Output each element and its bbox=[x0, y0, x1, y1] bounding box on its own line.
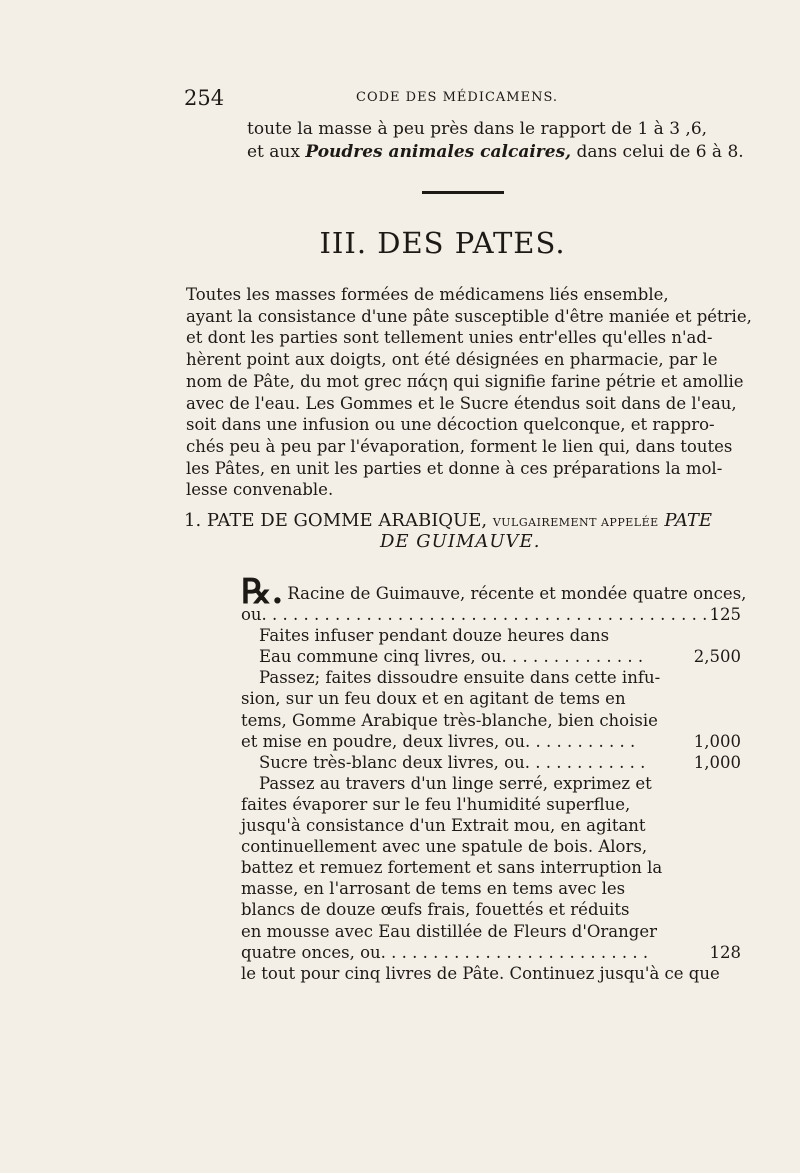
recipe-line bbox=[241, 857, 741, 878]
recipe-line bbox=[241, 773, 741, 794]
recipe-text: Racine de Guimauve, récente et mondée quatre onces, bbox=[287, 584, 747, 603]
entry-heading bbox=[184, 510, 744, 531]
recipe-list bbox=[241, 572, 747, 984]
recipe-line bbox=[241, 572, 747, 612]
recipe-line bbox=[241, 794, 741, 815]
recipe-line bbox=[241, 604, 741, 625]
recipe-line bbox=[241, 688, 741, 709]
section-divider bbox=[422, 191, 504, 194]
paragraph-line: soit dans une infusion ou une décoction quelconque, et rappro- bbox=[186, 415, 715, 435]
recipe-text: continuellement avec une spatule de bois. Alors, bbox=[241, 837, 648, 857]
recipe-line bbox=[241, 710, 741, 731]
recipe-line bbox=[241, 899, 741, 920]
recipe-text: quatre onces, ou. . . . . . . . . . . . . . . . . . . . . . . . . . bbox=[241, 942, 649, 962]
recipe-text: faites évaporer sur le feu l'humidité superflue, bbox=[241, 794, 631, 814]
recipe-line bbox=[241, 836, 741, 857]
recipe-quantity: 1,000 bbox=[693, 731, 741, 751]
recipe-quantity: 125 bbox=[709, 605, 741, 625]
paragraph-line: et dont les parties sont tellement unies entr'elles qu'elles n'ad- bbox=[186, 328, 713, 348]
recipe-text: blancs de douze œufs frais, fouettés et réduits bbox=[241, 900, 630, 920]
continuation-italic: Poudres animales calcaires, bbox=[305, 142, 572, 162]
recipe-text: et mise en poudre, deux livres, ou. . . . . . . . . . . bbox=[241, 731, 636, 751]
recipe-text: Faites infuser pendant douze heures dans bbox=[259, 626, 610, 646]
recipe-text: en mousse avec Eau distillée de Fleurs d'Oranger bbox=[241, 921, 657, 941]
recipe-text: Eau commune cinq livres, ou. . . . . . . . . . . . . . bbox=[259, 647, 644, 667]
paragraph-line: ayant la consistance d'une pâte susceptible d'être maniée et pétrie, bbox=[186, 306, 752, 326]
recipe-line bbox=[241, 878, 741, 899]
continuation-text: et aux bbox=[247, 142, 306, 162]
recipe-line bbox=[241, 625, 741, 646]
paragraph-line: avec de l'eau. Les Gommes et le Sucre étendus soit dans de l'eau, bbox=[186, 393, 737, 413]
paragraph-line: hèrent point aux doigts, ont été désignées en pharmacie, par le bbox=[186, 350, 718, 370]
recipe-symbol-icon: ℞. bbox=[241, 572, 284, 612]
recipe-line bbox=[241, 963, 741, 984]
recipe-line bbox=[241, 942, 741, 963]
entry-title: PATE DE GOMME ARABIQUE, bbox=[206, 510, 488, 531]
recipe-line bbox=[241, 731, 741, 752]
recipe-line bbox=[241, 646, 741, 667]
recipe-text: Sucre très-blanc deux livres, ou. . . . . . . . . . . . bbox=[259, 752, 646, 772]
recipe-line bbox=[241, 752, 741, 773]
entry-number: 1. bbox=[184, 510, 202, 531]
entry-alt-name-cont: DE GUIMAUVE. bbox=[380, 531, 541, 552]
running-title: CODE DES MÉDICAMENS. bbox=[356, 90, 559, 105]
paragraph-line: chés peu à peu par l'évaporation, forment le lien qui, dans toutes bbox=[186, 436, 733, 456]
entry-subtitle: VULGAIREMENT APPELÉE bbox=[492, 516, 659, 529]
page-header bbox=[184, 86, 760, 114]
paragraph-line: Toutes les masses formées de médicamens liés ensemble, bbox=[186, 285, 669, 304]
recipe-text: Passez au travers d'un linge serré, exprimez et bbox=[259, 773, 652, 793]
recipe-line bbox=[241, 815, 741, 836]
page-number: 254 bbox=[184, 86, 225, 110]
recipe-quantity: 128 bbox=[709, 942, 741, 962]
recipe-text: ou. . . . . . . . . . . . . . . . . . . . . . . . . . . . . . . . . . . . . . . . . . . . bbox=[241, 605, 718, 625]
recipe-text: jusqu'à consistance d'un Extrait mou, en agitant bbox=[241, 816, 646, 836]
recipe-text: battez et remuez fortement et sans interruption la bbox=[241, 858, 663, 878]
recipe-text: sion, sur un feu doux et en agitant de tems en bbox=[241, 689, 626, 709]
recipe-text: masse, en l'arrosant de tems en tems avec les bbox=[241, 879, 626, 899]
paragraph-line: nom de Pâte, du mot grec πάςη qui signifie farine pétrie et amollie bbox=[186, 371, 744, 391]
recipe-line bbox=[241, 667, 741, 688]
continuation-text: dans celui de 6 à 8. bbox=[571, 142, 744, 162]
paragraph-line: les Pâtes, en unit les parties et donne à ces préparations la mol- bbox=[186, 458, 723, 478]
recipe-text: tems, Gomme Arabique très-blanche, bien choisie bbox=[241, 710, 658, 730]
section-title: III. DES PATES. bbox=[319, 226, 566, 260]
entry-alt-name: PATE bbox=[664, 510, 712, 531]
recipe-line bbox=[241, 921, 741, 942]
continuation-line-2 bbox=[247, 141, 757, 163]
paragraph-line: lesse convenable. bbox=[186, 480, 334, 500]
intro-paragraph bbox=[186, 284, 752, 501]
recipe-quantity: 1,000 bbox=[693, 752, 741, 772]
recipe-text: Passez; faites dissoudre ensuite dans cette infu- bbox=[259, 668, 661, 688]
recipe-text: le tout pour cinq livres de Pâte. Continuez jusqu'à ce que bbox=[241, 963, 720, 983]
recipe-quantity: 2,500 bbox=[693, 647, 741, 667]
continuation-line-1: toute la masse à peu près dans le rapport de 1 à 3 ,6, bbox=[247, 119, 708, 139]
